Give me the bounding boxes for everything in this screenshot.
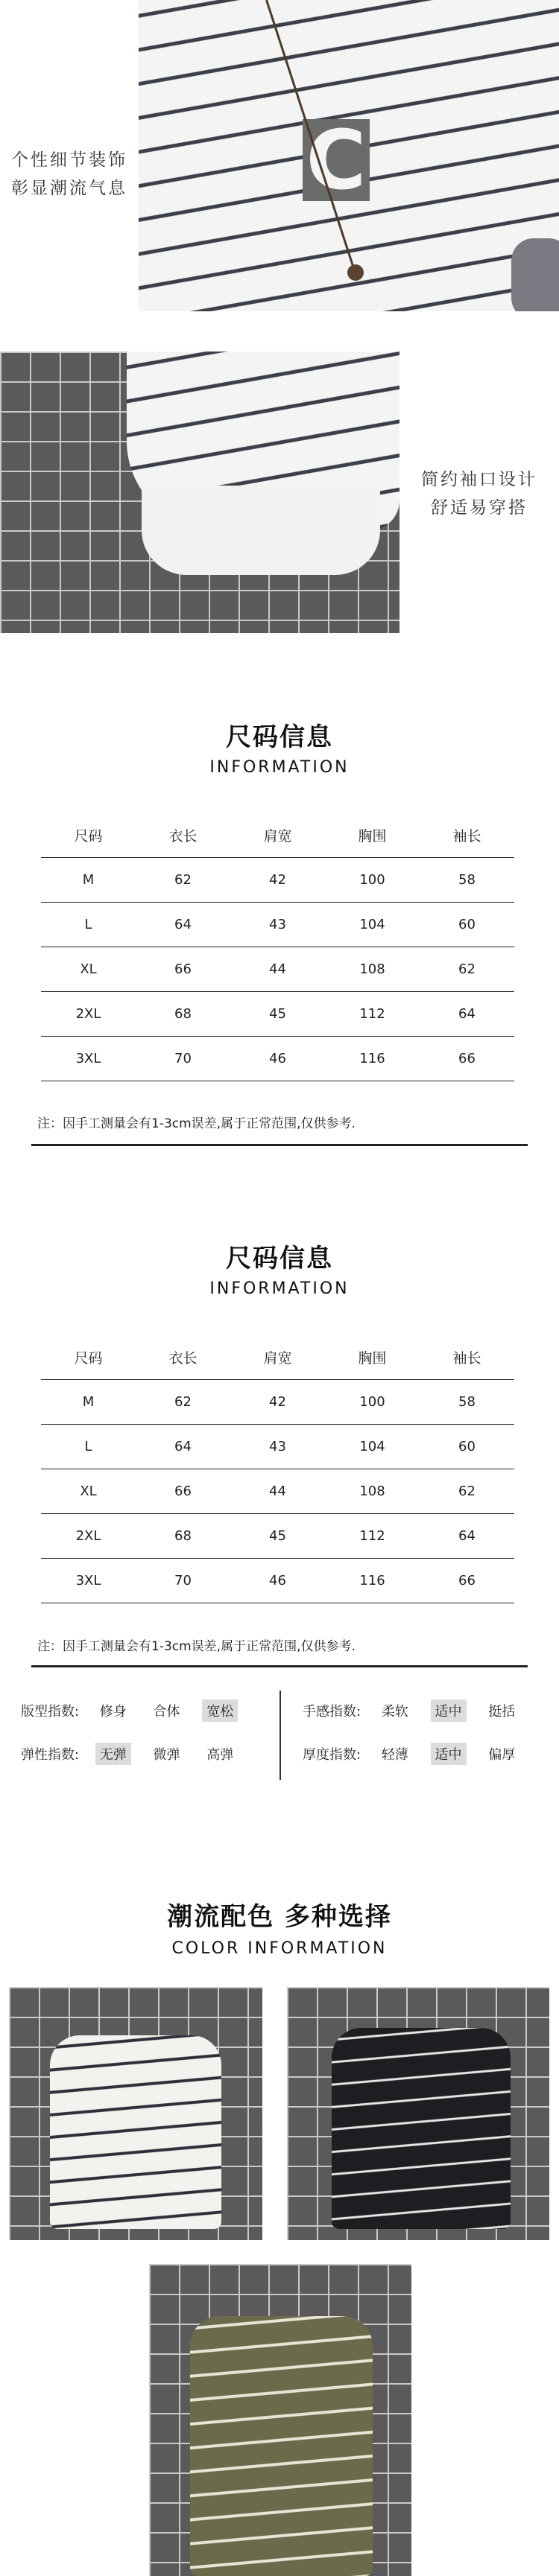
- index-option: 轻薄: [381, 1747, 408, 1763]
- index-thickness: [298, 1743, 533, 1765]
- table-cell: 116: [325, 1037, 420, 1081]
- caption-line: 个性细节装饰: [11, 150, 127, 170]
- index-divider: [280, 1691, 281, 1780]
- variant-black-photo: [287, 1987, 549, 2240]
- table-cell: 62: [136, 1380, 230, 1425]
- variant-olive-photo: [149, 2264, 411, 2576]
- table-header: 尺码: [41, 813, 136, 858]
- table-cell: L: [41, 1425, 136, 1469]
- size-title-2: 尺码信息: [226, 1244, 333, 1273]
- table-cell: 66: [136, 947, 230, 992]
- table-cell: 112: [325, 992, 420, 1037]
- table-cell: 104: [325, 1425, 420, 1469]
- table-cell: 44: [230, 1469, 325, 1514]
- index-label: 版型指数:: [21, 1704, 80, 1720]
- table-cell: XL: [41, 947, 136, 992]
- table-cell: 43: [230, 903, 325, 947]
- size-subtitle-2: INFORMATION: [209, 1279, 350, 1298]
- table-cell: 70: [136, 1559, 230, 1603]
- table-cell: XL: [41, 1469, 136, 1514]
- index-option: 微弹: [153, 1747, 180, 1763]
- table-header: 肩宽: [230, 813, 325, 858]
- letter-c-patch: C: [303, 119, 370, 201]
- table-cell: 62: [136, 858, 230, 903]
- size-title-1: 尺码信息: [226, 722, 333, 752]
- table-cell: 2XL: [41, 1514, 136, 1559]
- size-table-2: [41, 1335, 514, 1603]
- caption-line: 简约袖口设计: [421, 470, 537, 489]
- table-header: 尺码: [41, 1335, 136, 1380]
- sweater-black: [332, 2028, 511, 2229]
- table-cell: 64: [136, 903, 230, 947]
- table-cell: 70: [136, 1037, 230, 1081]
- table-cell: 66: [420, 1559, 514, 1603]
- table-row: [41, 992, 514, 1037]
- table-cell: M: [41, 858, 136, 903]
- table-cell: 100: [325, 1380, 420, 1425]
- table-cell: 44: [230, 947, 325, 992]
- table-header: 袖长: [420, 813, 514, 858]
- table-cell: 3XL: [41, 1559, 136, 1603]
- table-cell: 64: [420, 1514, 514, 1559]
- table-cell: 42: [230, 1380, 325, 1425]
- table-header: 袖长: [420, 1335, 514, 1380]
- sweater-olive: [190, 2316, 373, 2576]
- table-cell: 116: [325, 1559, 420, 1603]
- index-label: 手感指数:: [303, 1704, 361, 1720]
- table-row: [41, 1469, 514, 1514]
- table-cell: 58: [420, 858, 514, 903]
- table-cell: 108: [325, 1469, 420, 1514]
- table-cell: M: [41, 1380, 136, 1425]
- index-option: 偏厚: [488, 1747, 516, 1763]
- variant-white-photo: [9, 1987, 262, 2240]
- table-cell: 46: [230, 1559, 325, 1603]
- table-cell: 112: [325, 1514, 420, 1559]
- caption-line: 舒适易穿搭: [431, 498, 528, 518]
- size-table-1: [41, 813, 514, 1081]
- table-header-row: [41, 813, 514, 858]
- sweater-white: [50, 2035, 221, 2229]
- table-cell: 3XL: [41, 1037, 136, 1081]
- index-fit: [16, 1699, 251, 1722]
- caption-line: 彰显潮流气息: [11, 179, 127, 198]
- table-row: [41, 1037, 514, 1081]
- table-cell: 45: [230, 992, 325, 1037]
- table-cell: 58: [420, 1380, 514, 1425]
- table-cell: 108: [325, 947, 420, 992]
- table-cell: 68: [136, 1514, 230, 1559]
- table-cell: 100: [325, 858, 420, 903]
- table-row: [41, 1425, 514, 1469]
- index-option: 高弹: [206, 1747, 234, 1763]
- detail-photo-cuff: [0, 352, 399, 633]
- table-row: [41, 1514, 514, 1559]
- divider: [31, 1665, 528, 1667]
- index-label: 厚度指数:: [303, 1747, 361, 1763]
- table-row: [41, 1380, 514, 1425]
- table-cell: 104: [325, 903, 420, 947]
- index-option-selected: 无弹: [95, 1743, 131, 1765]
- table-row: [41, 947, 514, 992]
- table-cell: 68: [136, 992, 230, 1037]
- table-header: 衣长: [136, 1335, 230, 1380]
- colors-subtitle: COLOR INFORMATION: [171, 1939, 388, 1958]
- table-row: [41, 858, 514, 903]
- index-option: 修身: [99, 1704, 127, 1720]
- index-option: 柔软: [381, 1704, 408, 1720]
- table-cell: 42: [230, 858, 325, 903]
- index-option-selected: 适中: [431, 1743, 467, 1765]
- detail-caption-1: [0, 146, 139, 203]
- index-label: 弹性指数:: [21, 1747, 80, 1763]
- table-cell: 62: [420, 1469, 514, 1514]
- table-cell: 66: [136, 1469, 230, 1514]
- sleeve-cuff: [142, 486, 380, 575]
- index-option-selected: 宽松: [202, 1699, 238, 1722]
- colors-title: 潮流配色 多种选择: [167, 1902, 392, 1932]
- elbow-patch: [511, 238, 559, 311]
- size-note-1: 注：因手工测量会有1-3cm误差,属于正常范围,仅供参考.: [37, 1116, 356, 1131]
- index-option: 挺括: [488, 1704, 516, 1720]
- table-cell: 43: [230, 1425, 325, 1469]
- table-cell: 2XL: [41, 992, 136, 1037]
- table-header: 胸围: [325, 813, 420, 858]
- detail-photo-collar: [139, 0, 559, 311]
- table-row: [41, 903, 514, 947]
- index-option: 合体: [153, 1704, 180, 1720]
- size-subtitle-1: INFORMATION: [209, 758, 350, 777]
- table-cell: 64: [420, 992, 514, 1037]
- necklace-pendant: [347, 264, 364, 281]
- index-feel: [298, 1699, 533, 1722]
- table-cell: 46: [230, 1037, 325, 1081]
- table-cell: 60: [420, 1425, 514, 1469]
- size-note-2: 注：因手工测量会有1-3cm误差,属于正常范围,仅供参考.: [37, 1639, 356, 1654]
- table-header-row: [41, 1335, 514, 1380]
- table-row: [41, 1559, 514, 1603]
- detail-caption-2: [399, 465, 559, 522]
- table-cell: L: [41, 903, 136, 947]
- table-cell: 45: [230, 1514, 325, 1559]
- table-cell: 64: [136, 1425, 230, 1469]
- index-option-selected: 适中: [431, 1699, 467, 1722]
- table-header: 胸围: [325, 1335, 420, 1380]
- table-header: 肩宽: [230, 1335, 325, 1380]
- table-header: 衣长: [136, 813, 230, 858]
- divider: [31, 1144, 528, 1146]
- index-stretch: [16, 1743, 251, 1765]
- table-cell: 62: [420, 947, 514, 992]
- table-cell: 60: [420, 903, 514, 947]
- table-cell: 66: [420, 1037, 514, 1081]
